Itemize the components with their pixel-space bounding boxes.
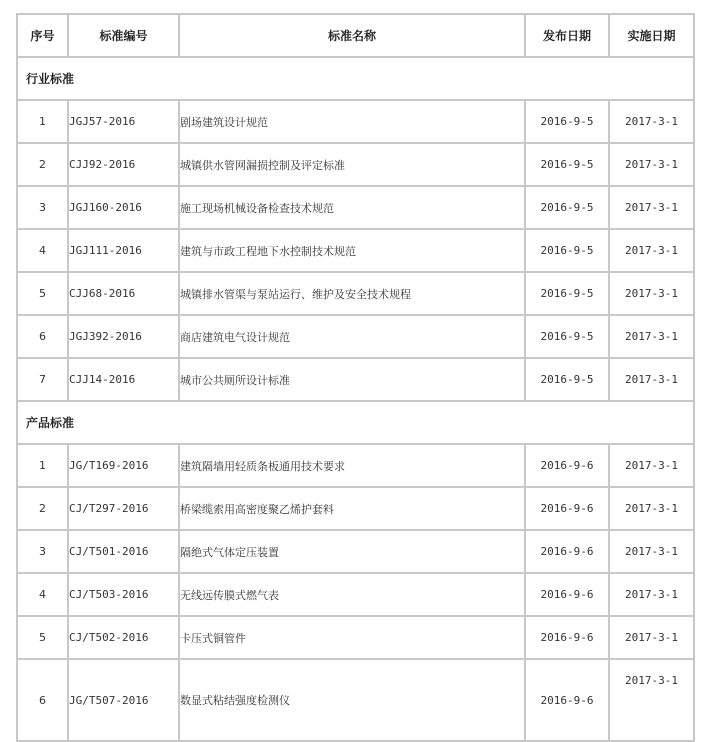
cell-publish-date: 2016-9-5 — [526, 316, 608, 357]
cell-standard-name: 商店建筑电气设计规范 — [180, 316, 524, 357]
cell-standard-name: 城镇供水管网漏损控制及评定标准 — [180, 144, 524, 185]
cell-implement-date: 2017-3-1 — [610, 230, 693, 271]
cell-implement-date: 2017-3-1 — [610, 617, 693, 658]
header-implement-date: 实施日期 — [610, 15, 693, 56]
section-row — [18, 58, 693, 99]
cell-standard-code: CJ/T503-2016 — [69, 574, 178, 615]
cell-standard-code: CJ/T502-2016 — [69, 617, 178, 658]
cell-implement-date: 2017-3-1 — [610, 316, 693, 357]
cell-standard-name: 建筑隔墙用轻质条板通用技术要求 — [180, 445, 524, 486]
cell-standard-name: 城市公共厕所设计标准 — [180, 359, 524, 400]
cell-seq: 4 — [18, 230, 67, 271]
cell-seq: 2 — [18, 488, 67, 529]
table-row — [18, 488, 693, 529]
cell-publish-date: 2016-9-6 — [526, 617, 608, 658]
cell-publish-date: 2016-9-5 — [526, 101, 608, 142]
cell-standard-code: CJJ14-2016 — [69, 359, 178, 400]
cell-standard-name: 施工现场机械设备检查技术规范 — [180, 187, 524, 228]
cell-standard-code: CJ/T501-2016 — [69, 531, 178, 572]
table-row — [18, 230, 693, 271]
cell-standard-code: CJ/T297-2016 — [69, 488, 178, 529]
cell-seq: 4 — [18, 574, 67, 615]
cell-implement-date: 2017-3-1 — [610, 187, 693, 228]
cell-standard-name: 城镇排水管渠与泵站运行、维护及安全技术规程 — [180, 273, 524, 314]
table-row — [18, 101, 693, 142]
cell-standard-code: JG/T507-2016 — [69, 660, 178, 740]
cell-standard-name: 隔绝式气体定压装置 — [180, 531, 524, 572]
cell-implement-date: 2017-3-1 — [610, 488, 693, 529]
header-name: 标准名称 — [180, 15, 524, 56]
cell-publish-date: 2016-9-6 — [526, 660, 608, 740]
cell-standard-code: JG/T169-2016 — [69, 445, 178, 486]
section-title: 产品标准 — [18, 402, 693, 443]
cell-seq: 3 — [18, 187, 67, 228]
cell-standard-code: CJJ92-2016 — [69, 144, 178, 185]
cell-publish-date: 2016-9-5 — [526, 144, 608, 185]
cell-standard-name: 建筑与市政工程地下水控制技术规范 — [180, 230, 524, 271]
cell-seq: 6 — [18, 316, 67, 357]
section-row — [18, 402, 693, 443]
cell-publish-date: 2016-9-5 — [526, 230, 608, 271]
cell-implement-date: 2017-3-1 — [610, 574, 693, 615]
cell-seq: 7 — [18, 359, 67, 400]
cell-standard-name: 剧场建筑设计规范 — [180, 101, 524, 142]
cell-standard-code: JGJ111-2016 — [69, 230, 178, 271]
cell-standard-code: CJJ68-2016 — [69, 273, 178, 314]
cell-seq: 2 — [18, 144, 67, 185]
header-code: 标准编号 — [69, 15, 178, 56]
cell-standard-name: 无线远传膜式燃气表 — [180, 574, 524, 615]
cell-implement-date: 2017-3-1 — [610, 101, 693, 142]
cell-standard-code: JGJ392-2016 — [69, 316, 178, 357]
cell-implement-date: 2017-3-1 — [610, 660, 693, 740]
cell-publish-date: 2016-9-6 — [526, 488, 608, 529]
section-title: 行业标准 — [18, 58, 693, 99]
cell-standard-name: 桥梁缆索用高密度聚乙烯护套料 — [180, 488, 524, 529]
header-publish-date: 发布日期 — [526, 15, 608, 56]
cell-implement-date: 2017-3-1 — [610, 531, 693, 572]
cell-seq: 3 — [18, 531, 67, 572]
cell-standard-name: 卡压式铜管件 — [180, 617, 524, 658]
table-row — [18, 144, 693, 185]
cell-publish-date: 2016-9-5 — [526, 187, 608, 228]
table-row — [18, 359, 693, 400]
table-row — [18, 617, 693, 658]
cell-seq: 5 — [18, 617, 67, 658]
cell-publish-date: 2016-9-6 — [526, 445, 608, 486]
table-row — [18, 445, 693, 486]
header-seq: 序号 — [18, 15, 67, 56]
cell-standard-name: 数显式粘结强度检测仪 — [180, 660, 524, 740]
table-row — [18, 316, 693, 357]
cell-publish-date: 2016-9-6 — [526, 574, 608, 615]
cell-seq: 1 — [18, 101, 67, 142]
table-body — [18, 15, 693, 740]
standards-table — [16, 13, 695, 742]
table-row — [18, 660, 693, 740]
table-row — [18, 531, 693, 572]
cell-publish-date: 2016-9-5 — [526, 359, 608, 400]
table-row — [18, 187, 693, 228]
cell-standard-code: JGJ57-2016 — [69, 101, 178, 142]
cell-implement-date: 2017-3-1 — [610, 273, 693, 314]
table-row — [18, 574, 693, 615]
cell-implement-date: 2017-3-1 — [610, 445, 693, 486]
cell-implement-date: 2017-3-1 — [610, 359, 693, 400]
header-row — [18, 15, 693, 56]
cell-publish-date: 2016-9-5 — [526, 273, 608, 314]
cell-seq: 6 — [18, 660, 67, 740]
cell-implement-date: 2017-3-1 — [610, 144, 693, 185]
cell-standard-code: JGJ160-2016 — [69, 187, 178, 228]
cell-seq: 1 — [18, 445, 67, 486]
cell-publish-date: 2016-9-6 — [526, 531, 608, 572]
standards-table-wrapper — [16, 13, 695, 742]
table-row — [18, 273, 693, 314]
cell-seq: 5 — [18, 273, 67, 314]
